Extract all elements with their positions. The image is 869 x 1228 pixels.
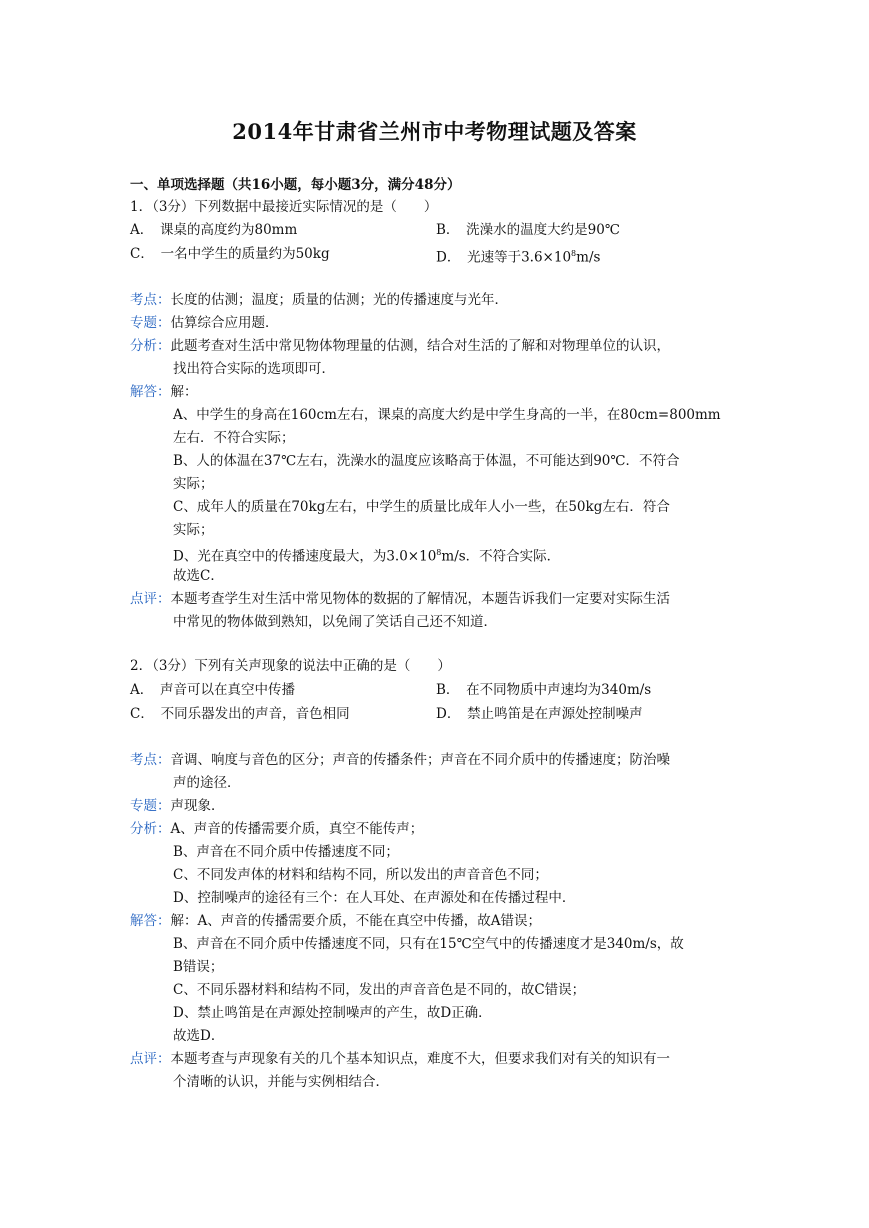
dianping-label: 点评： bbox=[130, 591, 171, 607]
q1-jieda-text-1: A、中学生的身高在160cm左右，课桌的高度大约是中学生身高的一半，在80cm=800mm bbox=[173, 407, 721, 423]
q2-dianping bbox=[130, 1049, 670, 1069]
q2-fenxi-text-4: D、控制噪声的途径有三个：在人耳处、在声源处和在传播过程中． bbox=[173, 890, 576, 906]
q2-kaodian-text-1: 音调、响度与音色的区分；声音的传播条件；声音在不同介质中的传播速度；防治噪 bbox=[170, 752, 670, 768]
q2-fenxi-text-1: A、声音的传播需要介质，真空不能传声； bbox=[170, 821, 424, 837]
q2-fenxi-text-2: B、声音在不同介质中传播速度不同； bbox=[173, 844, 399, 860]
q2-kaodian-text-2: 声的途径． bbox=[173, 775, 241, 791]
q1-jieda-text-0: 解： bbox=[170, 384, 198, 400]
q1-dianping-text-1: 本题考查学生对生活中常见物体的数据的了解情况，本题告诉我们一定要对实际生活 bbox=[170, 591, 670, 607]
q1-jieda-text-7 bbox=[173, 543, 560, 567]
q1-option-d-base: D． 光速等于3.6×10 bbox=[436, 249, 572, 266]
q1-kaodian bbox=[130, 290, 508, 310]
fenxi-label: 分析： bbox=[130, 821, 171, 837]
fenxi-label: 分析： bbox=[130, 338, 171, 354]
jieda-label: 解答： bbox=[130, 913, 171, 929]
q2-jieda-text-6: 故选D． bbox=[173, 1028, 225, 1044]
q2-option-a: A． 声音可以在真空中传播 bbox=[130, 682, 295, 698]
q2-jieda-text-2: B、声音在不同介质中传播速度不同，只有在15℃空气中的传播速度才是340m/s，故 bbox=[173, 936, 684, 952]
q1-jieda-text-8: 故选C． bbox=[173, 568, 224, 584]
q1-jieda-text-3: B、人的体温在37℃左右，洗澡水的温度应该略高于体温，不可能达到90℃．不符合 bbox=[173, 453, 680, 469]
q1-fenxi-text-2: 找出符合实际的选项即可． bbox=[173, 361, 335, 377]
q2-option-d: D． 禁止鸣笛是在声源处控制噪声 bbox=[436, 706, 643, 722]
q2-option-c: C． 不同乐器发出的声音，音色相同 bbox=[130, 706, 350, 722]
q2-zhuanti-text: 声现象． bbox=[170, 798, 225, 814]
q1-jieda-7-base: D、光在真空中的传播速度最大，为3.0×10 bbox=[173, 548, 437, 565]
page-title: 2014年甘肃省兰州市中考物理试题及答案 bbox=[232, 119, 637, 144]
q1-kaodian-text: 长度的估测；温度；质量的估测；光的传播速度与光年． bbox=[170, 292, 508, 308]
q1-dianping-text-2: 中常见的物体做到熟知，以免闹了笑话自己还不知道． bbox=[173, 614, 497, 630]
q1-jieda-text-5: C、成年人的质量在70kg左右，中学生的质量比成年人小一些，在50kg左右．符合 bbox=[173, 499, 670, 515]
q1-option-d bbox=[436, 244, 600, 268]
q1-zhuanti-text: 估算综合应用题． bbox=[170, 315, 279, 331]
q1-fenxi-text-1: 此题考查对生活中常见物体物理量的估测，结合对生活的了解和对物理单位的认识， bbox=[170, 338, 670, 354]
q2-dianping-text-1: 本题考查与声现象有关的几个基本知识点，难度不大，但要求我们对有关的知识有一 bbox=[170, 1051, 670, 1067]
q1-option-d-unit: m/s bbox=[576, 249, 601, 266]
q1-jieda-text-6: 实际； bbox=[173, 522, 214, 538]
q2-jieda-text-4: C、不同乐器材料和结构不同，发出的声音音色是不同的，故C错误； bbox=[173, 982, 586, 998]
q1-jieda-text-2: 左右．不符合实际； bbox=[173, 430, 295, 446]
q2-jieda-text-5: D、禁止鸣笛是在声源处控制噪声的产生，故D正确． bbox=[173, 1005, 492, 1021]
q2-jieda-text-3: B错误； bbox=[173, 959, 224, 975]
zhuanti-label: 专题： bbox=[130, 315, 171, 331]
q1-option-b: B． 洗澡水的温度大约是90℃ bbox=[436, 222, 620, 238]
q1-option-a: A． 课桌的高度约为80mm bbox=[130, 222, 298, 238]
q2-option-b: B． 在不同物质中声速均为340m/s bbox=[436, 682, 652, 698]
q1-option-c: C． 一名中学生的质量约为50kg bbox=[130, 246, 330, 262]
section-heading: 一、单项选择题（共16小题，每小题3分，满分48分） bbox=[130, 177, 461, 193]
q1-option-d-exponent: 8 bbox=[571, 249, 577, 258]
q1-jieda-7-rest: m/s．不符合实际． bbox=[441, 548, 561, 565]
q1-dianping bbox=[130, 589, 670, 609]
q1-jieda-text-4: 实际； bbox=[173, 476, 214, 492]
zhuanti-label: 专题： bbox=[130, 798, 171, 814]
q2-kaodian bbox=[130, 750, 670, 770]
q1-jieda-7-exponent: 8 bbox=[436, 548, 442, 557]
q2-fenxi bbox=[130, 819, 423, 839]
q1-stem: 1．（3分）下列数据中最接近实际情况的是（ ） bbox=[130, 199, 438, 215]
dianping-label: 点评： bbox=[130, 1051, 171, 1067]
q1-fenxi bbox=[130, 336, 670, 356]
q2-zhuanti bbox=[130, 796, 225, 816]
q2-fenxi-text-3: C、不同发声体的材料和结构不同，所以发出的声音音色不同； bbox=[173, 867, 548, 883]
jieda-label: 解答： bbox=[130, 384, 171, 400]
kaodian-label: 考点： bbox=[130, 752, 171, 768]
q2-jieda bbox=[130, 911, 541, 931]
q1-zhuanti bbox=[130, 313, 279, 333]
q2-jieda-text-1: 解：A、声音的传播需要介质，不能在真空中传播，故A错误； bbox=[170, 913, 541, 929]
kaodian-label: 考点： bbox=[130, 292, 171, 308]
q2-dianping-text-2: 个清晰的认识，并能与实例相结合． bbox=[173, 1074, 389, 1090]
q1-jieda bbox=[130, 382, 198, 402]
q2-stem: 2．（3分）下列有关声现象的说法中正确的是（ ） bbox=[130, 658, 451, 674]
